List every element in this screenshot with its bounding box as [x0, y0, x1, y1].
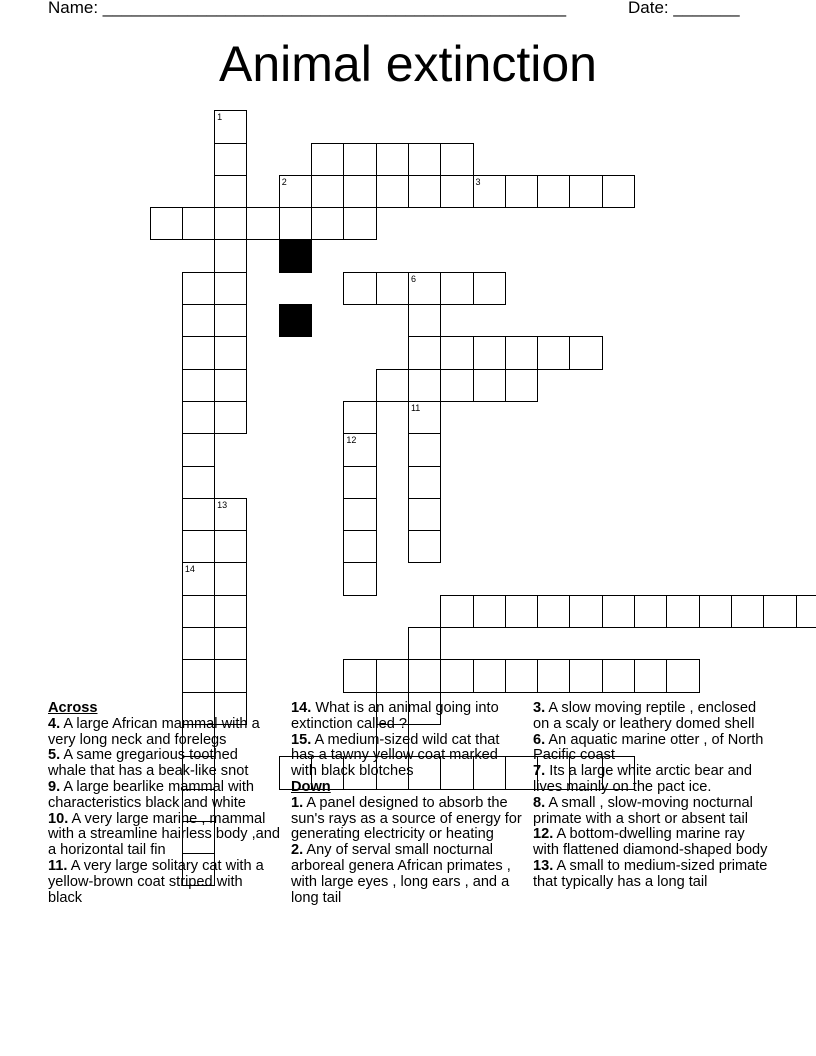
grid-cell[interactable]	[440, 175, 473, 208]
grid-cell[interactable]	[473, 272, 506, 305]
grid-cell[interactable]	[214, 595, 247, 628]
grid-cell[interactable]	[505, 175, 538, 208]
grid-cell[interactable]	[796, 595, 816, 628]
grid-cell[interactable]	[214, 175, 247, 208]
across-clue	[291, 733, 527, 780]
grid-cell[interactable]	[440, 369, 473, 402]
clue-text: A large bearlike mammal with characteristics black and white	[48, 778, 255, 811]
clue-number: 11.	[48, 857, 68, 874]
across-clue	[291, 701, 527, 733]
down-clue	[533, 796, 769, 828]
grid-block	[279, 239, 312, 272]
grid-cell[interactable]	[214, 272, 247, 305]
grid-cell[interactable]	[214, 369, 247, 402]
grid-cell[interactable]	[182, 530, 215, 563]
grid-cell[interactable]	[182, 207, 215, 240]
grid-cell[interactable]	[343, 272, 376, 305]
down-clue	[533, 827, 769, 859]
grid-cell[interactable]	[473, 175, 506, 208]
grid-cell[interactable]	[182, 627, 215, 660]
clue-number: 7.	[533, 763, 546, 780]
clue-text: A medium-sized wild cat that has a tawny yellow coat marked with black blotches	[291, 731, 500, 780]
grid-cell[interactable]	[376, 369, 409, 402]
cell-number: 11	[410, 402, 421, 413]
grid-cell[interactable]	[182, 498, 215, 531]
clue-text: A bottom-dwelling marine ray with flattened diamond-shaped body	[533, 826, 768, 859]
grid-cell[interactable]	[537, 595, 570, 628]
grid-cell[interactable]	[214, 659, 247, 692]
grid-cell[interactable]	[505, 336, 538, 369]
down-clue	[291, 796, 527, 843]
grid-cell[interactable]	[505, 369, 538, 402]
grid-cell[interactable]	[182, 466, 215, 499]
clue-text: What is an animal going into extinction called ?	[291, 700, 499, 732]
name-field-label[interactable]: Name: _________________________________________________	[48, 0, 567, 17]
clue-text: A slow moving reptile , enclosed on a scaly or leathery domed shell	[533, 700, 757, 732]
grid-cell[interactable]	[182, 304, 215, 337]
grid-cell[interactable]	[408, 659, 441, 692]
grid-cell[interactable]	[473, 336, 506, 369]
across-heading: Across	[48, 700, 98, 716]
grid-cell[interactable]	[214, 207, 247, 240]
across-clue	[48, 717, 280, 749]
grid-cell[interactable]	[505, 659, 538, 692]
across-clue	[48, 780, 280, 812]
clue-number: 4.	[48, 715, 61, 732]
clue-number: 3.	[533, 700, 546, 716]
grid-cell[interactable]	[182, 433, 215, 466]
grid-cell[interactable]	[150, 207, 183, 240]
grid-cell[interactable]	[214, 143, 247, 176]
grid-cell[interactable]	[731, 595, 764, 628]
grid-cell[interactable]	[343, 143, 376, 176]
down-clue	[533, 733, 769, 765]
clue-number: 13.	[533, 857, 554, 874]
grid-cell[interactable]	[408, 336, 441, 369]
clue-number: 10.	[48, 810, 69, 827]
across-clue	[48, 812, 280, 859]
down-heading: Down	[291, 778, 331, 795]
clues-column-3	[533, 701, 769, 891]
grid-cell[interactable]	[343, 401, 376, 434]
grid-cell[interactable]	[408, 175, 441, 208]
clue-number: 14.	[291, 700, 312, 716]
grid-cell[interactable]	[311, 175, 344, 208]
grid-cell[interactable]	[343, 175, 376, 208]
grid-cell[interactable]	[634, 595, 667, 628]
grid-block	[279, 304, 312, 337]
grid-cell[interactable]	[311, 207, 344, 240]
down-clue	[533, 859, 769, 891]
grid-cell[interactable]	[569, 659, 602, 692]
grid-cell[interactable]	[408, 498, 441, 531]
grid-cell[interactable]	[537, 336, 570, 369]
grid-cell[interactable]	[634, 659, 667, 692]
grid-cell[interactable]	[343, 659, 376, 692]
grid-cell[interactable]	[408, 304, 441, 337]
grid-cell[interactable]	[343, 562, 376, 595]
grid-cell[interactable]	[214, 498, 247, 531]
grid-cell[interactable]	[214, 627, 247, 660]
grid-cell[interactable]	[440, 659, 473, 692]
clue-number: 2.	[291, 842, 304, 859]
grid-cell[interactable]	[408, 627, 441, 660]
cell-number: 13	[217, 499, 228, 510]
grid-cell[interactable]	[279, 175, 312, 208]
grid-cell[interactable]	[182, 401, 215, 434]
grid-cell[interactable]	[473, 659, 506, 692]
clue-text: A very large marine , mammal with a streamline hairless body ,and a horizontal tail fin	[48, 810, 280, 859]
grid-cell[interactable]	[182, 595, 215, 628]
grid-cell[interactable]	[505, 595, 538, 628]
grid-cell[interactable]	[569, 595, 602, 628]
down-clue	[291, 843, 527, 906]
grid-cell[interactable]	[214, 336, 247, 369]
grid-cell[interactable]	[408, 369, 441, 402]
clue-number: 5.	[48, 747, 61, 764]
clue-text: A panel designed to absorb the sun's rays as a source of energy for generating electricity or heating	[291, 794, 522, 843]
grid-cell[interactable]	[408, 401, 441, 434]
grid-cell[interactable]	[214, 562, 247, 595]
grid-cell[interactable]	[408, 143, 441, 176]
clue-text: An aquatic marine otter , of North Pacific coast	[533, 731, 764, 764]
cell-number: 14	[184, 564, 195, 575]
grid-cell[interactable]	[440, 272, 473, 305]
grid-cell[interactable]	[569, 336, 602, 369]
grid-cell[interactable]	[440, 143, 473, 176]
grid-cell[interactable]	[537, 659, 570, 692]
grid-cell[interactable]	[376, 659, 409, 692]
grid-cell[interactable]	[602, 595, 635, 628]
clues-column-2	[291, 701, 527, 906]
clue-text: A small to medium-sized primate that typically has a long tail	[533, 857, 768, 890]
clue-number: 15.	[291, 731, 312, 748]
grid-cell[interactable]	[473, 595, 506, 628]
grid-cell[interactable]	[537, 175, 570, 208]
grid-cell[interactable]	[214, 304, 247, 337]
clue-number: 9.	[48, 778, 61, 795]
grid-cell[interactable]	[343, 433, 376, 466]
cell-number: 3	[475, 176, 481, 187]
clue-text: A very large solitary cat with a yellow-brown coat striped with black	[48, 857, 264, 906]
clue-number: 12.	[533, 826, 554, 843]
grid-cell[interactable]	[376, 175, 409, 208]
cell-number: 1	[217, 112, 223, 123]
grid-cell[interactable]	[763, 595, 796, 628]
grid-cell[interactable]	[473, 369, 506, 402]
grid-cell[interactable]	[182, 272, 215, 305]
grid-cell[interactable]	[408, 466, 441, 499]
grid-cell[interactable]	[343, 207, 376, 240]
grid-cell[interactable]	[246, 207, 279, 240]
clue-number: 1.	[291, 794, 304, 811]
clue-text: A small , slow-moving nocturnal primate with a short or absent tail	[533, 794, 753, 827]
clue-text: A same gregarious toothed whale that has a beak-like snot	[48, 747, 249, 780]
grid-cell[interactable]	[343, 498, 376, 531]
grid-cell[interactable]	[666, 659, 699, 692]
grid-cell[interactable]	[666, 595, 699, 628]
clue-text: Its a large white arctic bear and lives mainly on the pact ice.	[533, 763, 753, 795]
clue-number: 6.	[533, 731, 546, 748]
grid-cell[interactable]	[602, 659, 635, 692]
grid-cell[interactable]	[699, 595, 732, 628]
page-title: Animal extinction	[219, 36, 597, 92]
grid-cell[interactable]	[214, 239, 247, 272]
clue-number: 8.	[533, 794, 546, 811]
grid-cell[interactable]	[602, 175, 635, 208]
grid-cell[interactable]	[440, 595, 473, 628]
clue-text: Any of serval small nocturnal arboreal genera African primates , with large eyes , long ears , and a long tail	[291, 842, 511, 906]
grid-cell[interactable]	[343, 466, 376, 499]
grid-cell[interactable]	[376, 143, 409, 176]
grid-cell[interactable]	[214, 530, 247, 563]
grid-cell[interactable]	[440, 336, 473, 369]
grid-cell[interactable]	[311, 143, 344, 176]
grid-cell[interactable]	[408, 433, 441, 466]
grid-cell[interactable]	[182, 562, 215, 595]
down-clue	[533, 764, 769, 796]
clues-column-1	[48, 701, 280, 906]
grid-cell[interactable]	[376, 272, 409, 305]
grid-cell[interactable]	[408, 530, 441, 563]
grid-cell[interactable]	[343, 530, 376, 563]
down-clue	[533, 701, 769, 733]
cell-number: 12	[346, 435, 357, 446]
grid-cell[interactable]	[569, 175, 602, 208]
cell-number: 2	[281, 176, 287, 187]
across-clue	[48, 859, 280, 906]
clue-text: A large African mammal with a very long neck and forelegs	[48, 715, 260, 748]
grid-cell[interactable]	[279, 207, 312, 240]
grid-cell[interactable]	[214, 401, 247, 434]
grid-cell[interactable]	[182, 659, 215, 692]
grid-cell[interactable]	[214, 110, 247, 143]
across-clue	[48, 748, 280, 780]
grid-cell[interactable]	[408, 272, 441, 305]
grid-cell[interactable]	[182, 336, 215, 369]
cell-number: 6	[410, 273, 416, 284]
grid-cell[interactable]	[182, 369, 215, 402]
date-field-label[interactable]: Date: _______	[628, 0, 740, 17]
